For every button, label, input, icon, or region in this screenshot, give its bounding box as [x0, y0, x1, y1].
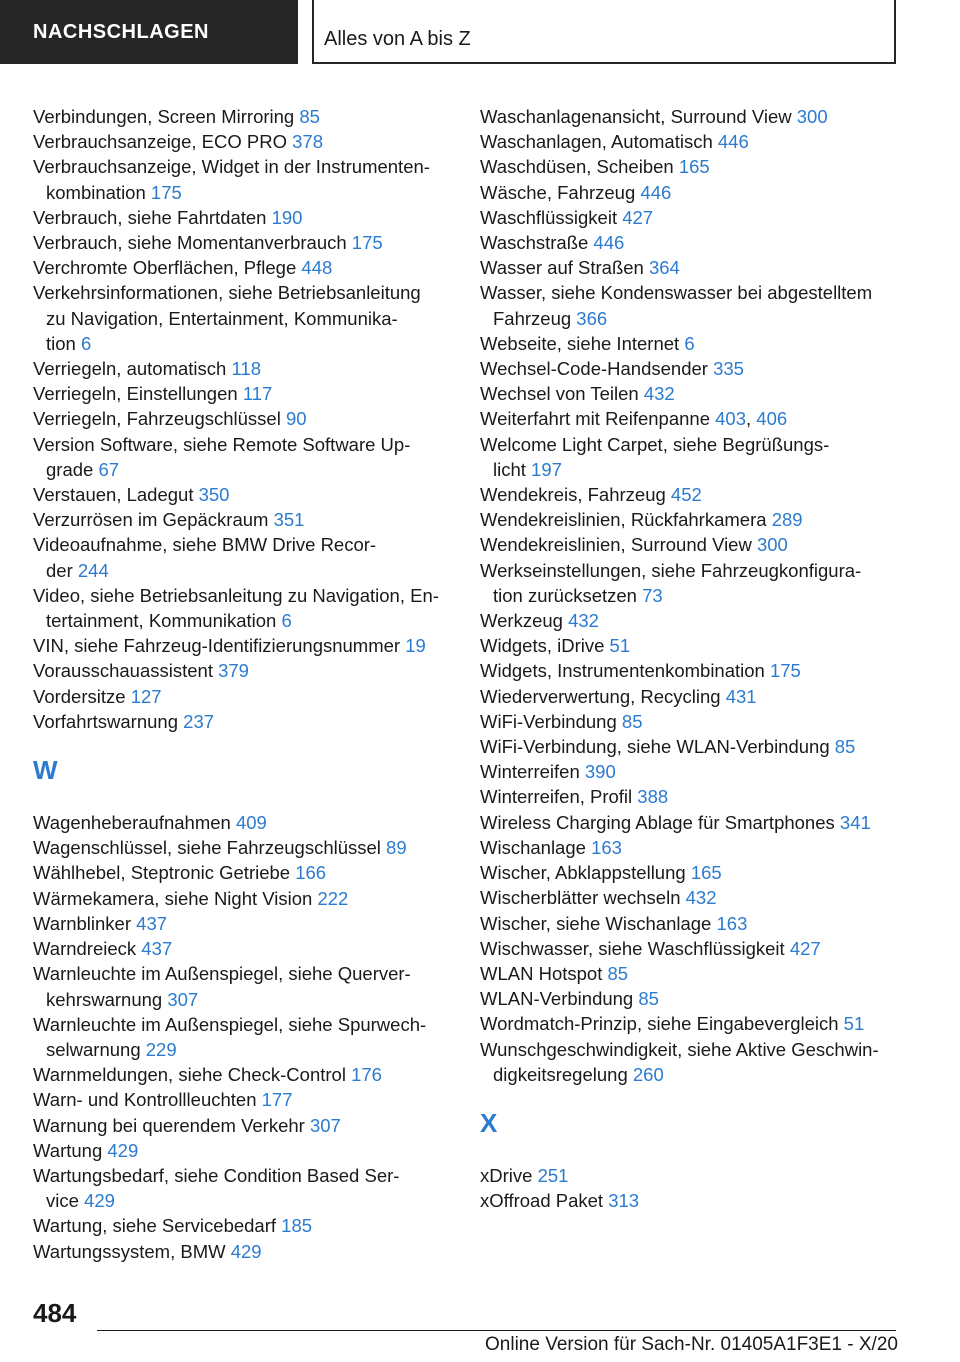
entry-text: Wiederverwertung, Recycling — [480, 685, 721, 707]
page-reference-link[interactable]: 446 — [593, 232, 625, 254]
page-reference-link[interactable]: 67 — [98, 458, 120, 480]
index-entry — [33, 205, 453, 230]
entry-text: Verriegeln, Einstellungen — [33, 383, 238, 405]
page-reference-link[interactable]: 197 — [531, 458, 562, 480]
index-entry — [480, 734, 900, 759]
entry-text: Warnleuchte im Außenspiegel, siehe Querver- — [33, 963, 411, 985]
index-entry — [33, 406, 453, 431]
index-entry — [480, 558, 900, 608]
index-entry — [33, 255, 453, 280]
page-reference-link[interactable]: 89 — [386, 837, 407, 859]
index-entry — [33, 1087, 453, 1112]
entry-text: WLAN Hotspot — [480, 962, 603, 984]
page-reference-link[interactable]: 431 — [725, 685, 757, 707]
entry-text: Wischer, Abklappstellung — [480, 862, 686, 884]
entry-text: Verbrauch, siehe Momentanverbrauch — [33, 232, 347, 254]
page-reference-link[interactable]: 437 — [136, 912, 168, 934]
index-entry — [33, 1062, 453, 1087]
page-reference-link[interactable]: 251 — [537, 1164, 569, 1186]
entry-text: VIN, siehe Fahrzeug-Identifizierungsnummer — [33, 635, 401, 657]
index-column-left — [33, 104, 453, 1264]
entry-text: Wischer, siehe Wischanlage — [480, 912, 712, 934]
page-reference-link[interactable]: 437 — [141, 938, 173, 960]
entry-text: Wählhebel, Steptronic Getriebe — [33, 862, 291, 884]
index-entry — [480, 759, 900, 784]
entry-text: Version Software, siehe Remote Software Up- — [33, 433, 411, 455]
index-entry — [480, 709, 900, 734]
index-entry — [33, 432, 453, 482]
page-reference-link[interactable]: 432 — [643, 383, 675, 405]
entry-text: Waschanlagenansicht, Surround View — [480, 106, 792, 127]
page-reference-link[interactable]: 85 — [299, 106, 320, 127]
page-reference-link[interactable]: 51 — [609, 635, 631, 657]
entry-text: Verchromte Oberflächen, Pflege — [33, 257, 297, 279]
entry-text: grade — [46, 458, 94, 480]
footer-divider — [97, 1330, 896, 1331]
entry-text: kehrswarnung — [46, 988, 163, 1010]
index-entry — [33, 482, 453, 507]
entry-text: Verbindungen, Screen Mirroring — [33, 106, 295, 127]
entry-text: Warnmeldungen, siehe Check-Control — [33, 1064, 346, 1086]
page-reference-link[interactable]: 166 — [295, 862, 327, 884]
entry-text: Vorfahrtswarnung — [33, 710, 179, 732]
page-reference-link[interactable]: 432 — [685, 887, 717, 909]
index-entry — [480, 1188, 900, 1213]
entry-text: Waschdüsen, Scheiben — [480, 156, 674, 178]
entry-text: xDrive — [480, 1164, 533, 1186]
entry-text: Wischanlage — [480, 836, 586, 858]
section-letter-x: X — [480, 1107, 498, 1138]
entry-text: Wartung, siehe Servicebedarf — [33, 1215, 277, 1237]
entry-text: Wischwasser, siehe Waschflüssigkeit — [480, 937, 785, 959]
index-entry — [480, 1011, 900, 1036]
index-entry: Weiterfahrt mit Reifenpanne 403, 406 — [480, 408, 788, 430]
entry-text: Wechsel von Teilen — [480, 383, 639, 405]
entry-text: Webseite, siehe Internet — [480, 332, 680, 354]
page-reference-link[interactable]: 429 — [84, 1190, 115, 1212]
entry-text: xOffroad Paket — [480, 1190, 604, 1212]
page-reference-link[interactable]: 190 — [271, 206, 303, 228]
index-entry — [33, 507, 453, 532]
page-reference-link[interactable]: 6 — [281, 610, 292, 632]
entry-text: Waschanlagen, Automatisch — [480, 131, 713, 153]
entry-text: Verriegeln, Fahrzeugschlüssel — [33, 408, 281, 430]
index-entry — [480, 885, 900, 910]
page-reference-link[interactable]: 222 — [317, 887, 349, 909]
page-reference-link[interactable]: 313 — [608, 1190, 640, 1212]
page-reference-link[interactable]: 85 — [834, 736, 856, 758]
index-entry — [480, 482, 900, 507]
index-entry — [480, 356, 900, 381]
entry-text: Weiterfahrt mit Reifenpanne — [480, 408, 710, 430]
index-entry — [33, 1213, 453, 1238]
entry-text: der — [46, 559, 73, 581]
page-reference-link[interactable]: 6 — [684, 332, 695, 354]
entry-text: zu Navigation, Entertainment, Kommunika- — [46, 307, 398, 329]
entry-text: WiFi-Verbindung — [480, 710, 617, 732]
entry-text: Wagenschlüssel, siehe Fahrzeugschlüssel — [33, 837, 381, 859]
index-entry — [480, 230, 900, 255]
page-reference-link[interactable]: 378 — [292, 131, 324, 153]
entry-text: vice — [46, 1190, 79, 1212]
entry-text: Wasser auf Straßen — [480, 257, 644, 279]
index-entry — [33, 658, 453, 683]
page-reference-link[interactable]: 19 — [405, 635, 426, 657]
chapter-title: Alles von A bis Z — [312, 0, 896, 64]
entry-text: Verriegeln, automatisch — [33, 358, 227, 380]
entry-text: Wireless Charging Ablage für Smartphones — [480, 811, 835, 833]
entry-text: Werkseinstellungen, siehe Fahrzeugkonfigura- — [480, 559, 862, 581]
entry-text: Widgets, Instrumentenkombination — [480, 660, 765, 682]
entry-text: Verbrauchsanzeige, ECO PRO — [33, 131, 287, 153]
index-entry — [33, 709, 453, 734]
index-entry — [480, 154, 900, 179]
index-entry — [33, 532, 453, 582]
page-reference-link[interactable]: 177 — [261, 1089, 293, 1111]
page-reference-link[interactable]: 85 — [621, 710, 643, 732]
page-reference-link[interactable]: 289 — [771, 509, 803, 531]
index-entry — [33, 835, 453, 860]
page-reference-link[interactable]: 6 — [80, 332, 92, 354]
index-entry — [33, 104, 453, 129]
page-reference-link[interactable]: 379 — [218, 660, 249, 682]
entry-text: Wunschgeschwindigkeit, siehe Aktive Geschwin- — [480, 1038, 879, 1060]
entry-text: Wagenheberaufnahmen — [33, 812, 231, 834]
index-entry — [480, 381, 900, 406]
page-reference-link[interactable]: 175 — [351, 232, 383, 254]
index-entry — [480, 104, 900, 129]
page-reference-link[interactable]: 165 — [678, 156, 710, 178]
entry-text: Fahrzeug — [493, 307, 572, 329]
index-entry — [480, 507, 900, 532]
entry-text: Verbrauchsanzeige, Widget in der Instrumenten- — [33, 156, 430, 178]
index-entry — [480, 1163, 900, 1188]
entry-text: tion zurücksetzen — [493, 584, 637, 606]
entry-text: Wartung — [33, 1139, 103, 1161]
entry-text: Welcome Light Carpet, siehe Begrüßungs- — [480, 433, 830, 455]
index-entry — [480, 1037, 900, 1087]
page-number: 484 — [33, 1298, 77, 1328]
index-entry — [480, 835, 900, 860]
page-reference-link[interactable]: 229 — [145, 1038, 177, 1060]
entry-text: Vordersitze — [33, 685, 126, 707]
index-entry — [480, 608, 900, 633]
entry-text: tion — [46, 332, 76, 354]
page-reference-link[interactable]: 432 — [568, 610, 599, 632]
entry-text: Waschstraße — [480, 232, 589, 254]
page-reference-link[interactable]: 427 — [622, 206, 654, 228]
index-entry — [480, 280, 900, 330]
index-entry — [480, 986, 900, 1011]
page-reference-link[interactable]: 51 — [843, 1013, 865, 1035]
page-reference-link[interactable]: 300 — [796, 106, 828, 127]
index-entry — [33, 129, 453, 154]
index-entry — [33, 1163, 453, 1213]
page-reference-link[interactable]: 175 — [150, 181, 182, 203]
entry-text: Warnleuchte im Außenspiegel, siehe Spurwech- — [33, 1013, 427, 1035]
entry-text: Wischerblätter wechseln — [480, 887, 681, 909]
page-reference-link[interactable]: 237 — [183, 710, 215, 732]
index-column-right — [480, 104, 900, 1213]
page-reference-link[interactable]: 300 — [756, 534, 788, 556]
index-entry — [480, 936, 900, 961]
page-reference-link[interactable]: 260 — [632, 1063, 664, 1085]
index-entry — [33, 1012, 453, 1062]
entry-text: WLAN-Verbindung — [480, 988, 634, 1010]
index-entry — [480, 180, 900, 205]
index-entry — [33, 633, 453, 658]
index-entry — [33, 936, 453, 961]
entry-text: kombination — [46, 181, 146, 203]
entry-text: Wasser, siehe Kondenswasser bei abgestelltem — [480, 282, 873, 304]
entry-text: Warnung bei querendem Verkehr — [33, 1114, 305, 1136]
section-tab: NACHSCHLAGEN — [0, 0, 298, 64]
page-reference-link[interactable]: 409 — [235, 812, 267, 834]
page-reference-link[interactable]: 85 — [638, 988, 659, 1010]
page-reference-link[interactable]: 429 — [230, 1240, 262, 1262]
page-reference-link[interactable]: 163 — [716, 912, 748, 934]
page-reference-link[interactable]: 90 — [285, 408, 307, 430]
index-entry — [480, 784, 900, 809]
index-entry — [480, 129, 900, 154]
entry-text: licht — [493, 458, 526, 480]
page-reference-link[interactable]: 427 — [789, 937, 821, 959]
index-entry — [480, 860, 900, 885]
index-entry — [33, 886, 453, 911]
entry-text: digkeitsregelung — [493, 1063, 628, 1085]
entry-text: Video, siehe Betriebsanleitung zu Navigation, En- — [33, 584, 439, 606]
page-reference-link[interactable]: 366 — [576, 307, 608, 329]
index-entry — [33, 583, 453, 633]
entry-text: Wäsche, Fahrzeug — [480, 181, 636, 203]
index-entry — [480, 658, 900, 683]
page-reference-link[interactable]: 176 — [351, 1064, 382, 1086]
entry-text: Warndreieck — [33, 938, 137, 960]
page-reference-link[interactable]: 446 — [640, 181, 672, 203]
page-reference-link[interactable]: 307 — [167, 988, 199, 1010]
index-entry — [33, 1113, 453, 1138]
index-entry — [480, 684, 900, 709]
page-reference-link[interactable]: 446 — [717, 131, 749, 153]
entry-text: selwarnung — [46, 1038, 141, 1060]
index-entry — [480, 255, 900, 280]
page-reference-link[interactable]: 390 — [584, 761, 616, 783]
entry-text: Verkehrsinformationen, siehe Betriebsanleitung — [33, 282, 421, 304]
entry-text: Wordmatch-Prinzip, siehe Eingabevergleich — [480, 1013, 839, 1035]
page-reference-link[interactable]: 350 — [198, 484, 230, 506]
page-reference-link[interactable]: 85 — [607, 962, 629, 984]
page-reference-link[interactable]: 335 — [713, 358, 744, 380]
index-entry — [33, 860, 453, 885]
entry-text: Wendekreislinien, Rückfahrkamera — [480, 509, 767, 531]
index-entry — [33, 154, 453, 204]
entry-text: Waschflüssigkeit — [480, 206, 618, 228]
index-entry — [480, 810, 900, 835]
index-entry — [33, 1239, 453, 1264]
entry-text: Vorausschauassistent — [33, 660, 213, 682]
page-reference-link[interactable]: 118 — [231, 358, 261, 380]
entry-text: Wendekreislinien, Surround View — [480, 534, 752, 556]
page-reference-link[interactable]: 388 — [637, 786, 669, 808]
index-entry — [33, 1138, 453, 1163]
entry-text: Verbrauch, siehe Fahrtdaten — [33, 206, 267, 228]
footer-online-version: Online Version für Sach-Nr. 01405A1F3E1 - X/20 — [485, 1334, 898, 1355]
page-reference-link[interactable]: 127 — [130, 685, 162, 707]
page-reference-link[interactable]: 73 — [642, 584, 663, 606]
page-reference-link[interactable]: 448 — [301, 257, 333, 279]
entry-text: Wartungssystem, BMW — [33, 1240, 226, 1262]
entry-text: Videoaufnahme, siehe BMW Drive Recor- — [33, 534, 377, 556]
page-reference-link[interactable]: 364 — [648, 257, 680, 279]
entry-text: Wärmekamera, siehe Night Vision — [33, 887, 313, 909]
index-entry — [33, 911, 453, 936]
section-letter-w: W — [33, 755, 58, 786]
entry-text: Winterreifen, Profil — [480, 786, 633, 808]
page-reference-link[interactable]: 351 — [273, 509, 305, 531]
index-entry — [33, 230, 453, 255]
index-entry — [480, 911, 900, 936]
index-entry — [480, 532, 900, 557]
index-entry — [33, 280, 453, 356]
page-reference-link[interactable]: 117 — [242, 383, 273, 405]
entry-text: Verzurrösen im Gepäckraum — [33, 509, 269, 531]
page-reference-link[interactable]: 307 — [309, 1114, 341, 1136]
index-entry — [33, 356, 453, 381]
index-entry — [480, 633, 900, 658]
entry-text: Winterreifen — [480, 761, 580, 783]
page-reference-link[interactable]: 341 — [839, 811, 871, 833]
page-reference-link[interactable]: 406 — [756, 408, 788, 430]
index-entry — [33, 684, 453, 709]
index-entry — [480, 205, 900, 230]
entry-text: tertainment, Kommunikation — [46, 610, 277, 632]
index-entry — [480, 432, 900, 482]
page-reference-link[interactable]: 165 — [690, 862, 722, 884]
index-entry — [480, 331, 900, 356]
entry-text: Warnblinker — [33, 912, 132, 934]
entry-text: Wartungsbedarf, siehe Condition Based Ser- — [33, 1164, 400, 1186]
entry-text: Wechsel-Code-Handsender — [480, 358, 708, 380]
entry-text: Wendekreis, Fahrzeug — [480, 484, 666, 506]
page-reference-link[interactable]: 185 — [281, 1215, 313, 1237]
index-entry — [33, 381, 453, 406]
entry-text: WiFi-Verbindung, siehe WLAN-Verbindung — [480, 736, 830, 758]
page-reference-link[interactable]: 175 — [769, 660, 801, 682]
index-entry — [480, 961, 900, 986]
index-entry — [33, 961, 453, 1011]
page-reference-link[interactable]: 452 — [670, 484, 702, 506]
page-reference-link[interactable]: 429 — [107, 1139, 139, 1161]
page-reference-link[interactable]: 244 — [77, 559, 109, 581]
entry-text: Widgets, iDrive — [480, 635, 605, 657]
entry-text: Warn- und Kontrollleuchten — [33, 1089, 257, 1111]
entry-text: Verstauen, Ladegut — [33, 484, 194, 506]
entry-text: Werkzeug — [480, 610, 563, 632]
index-entry — [33, 810, 453, 835]
page-reference-link[interactable]: 403 — [715, 408, 747, 430]
page-reference-link[interactable]: 163 — [591, 836, 622, 858]
